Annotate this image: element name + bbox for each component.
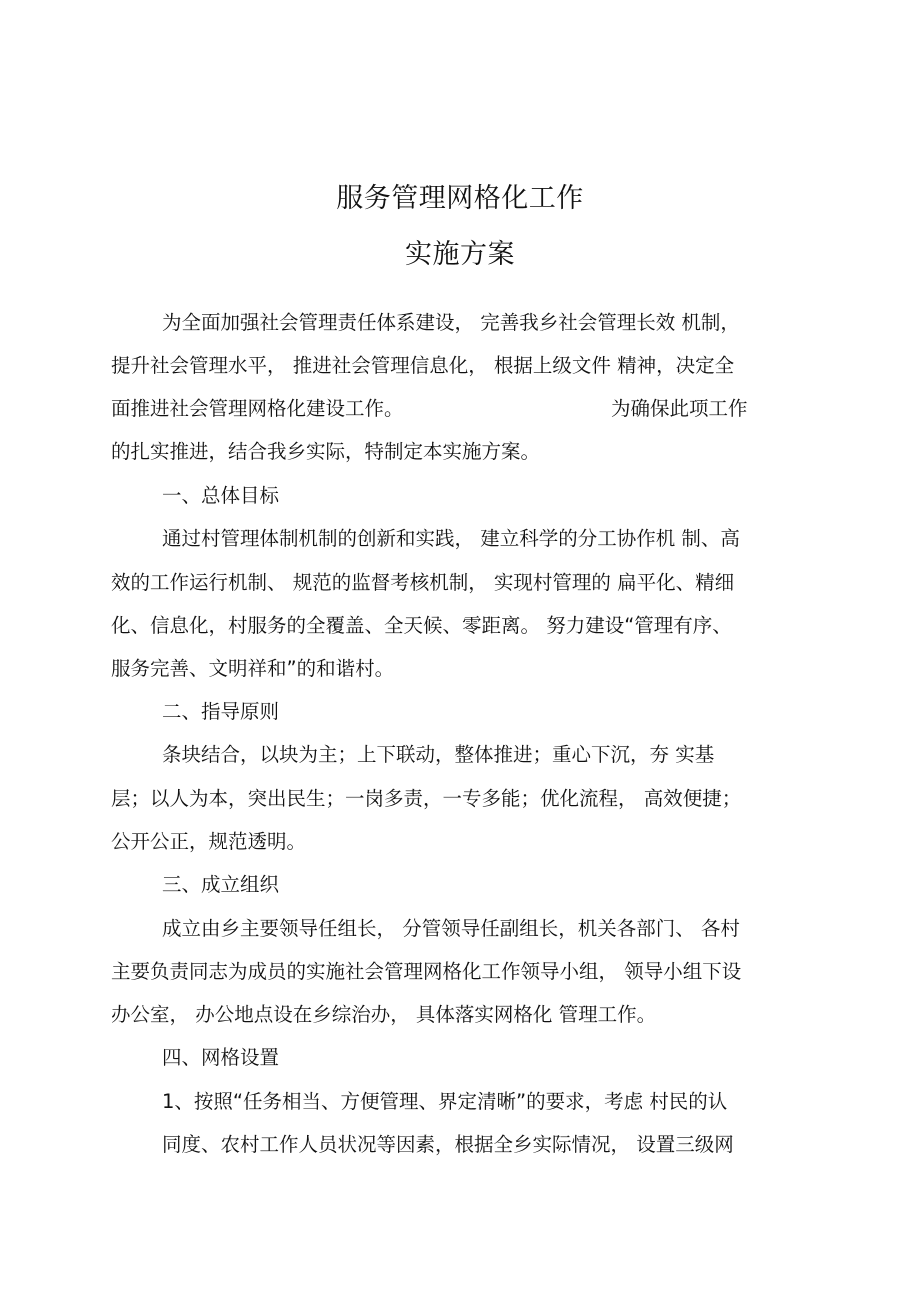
paragraph-line: 条块结合，以块为主；上下联动，整体推进；重心下沉，夯 实基 <box>162 743 715 766</box>
paragraph-line: 办公室， 办公地点设在乡综治办， 具体落实网格化 管理工作。 <box>111 1003 657 1026</box>
paragraph-line: 为确保此项工作 <box>611 397 748 420</box>
paragraph-line: 成立由乡主要领导任组长， 分管领导任副组长，机关各部门、 各村 <box>162 917 740 940</box>
section-heading: 二、指导原则 <box>162 700 280 723</box>
paragraph-line: 提升社会管理水平， 推进社会管理信息化， 根据上级文件 精神，决定全 <box>111 354 735 377</box>
paragraph-line: 面推进社会管理网格化建设工作。 <box>111 397 404 420</box>
paragraph-line: 化、信息化，村服务的全覆盖、全天候、零距离。 努力建设“管理有序、 <box>111 614 732 637</box>
paragraph-line: 为全面加强社会管理责任体系建设， 完善我乡社会管理长效 机制， <box>162 311 740 334</box>
paragraph-line: 同度、农村工作人员状况等因素，根据全乡实际情况， 设置三级网 <box>162 1133 734 1156</box>
section-heading: 一、总体目标 <box>162 484 280 507</box>
paragraph-line: 的扎实推进，结合我乡实际，特制定本实施方案。 <box>111 440 541 463</box>
document-subtitle: 实施方案 <box>405 239 515 270</box>
paragraph-line: 通过村管理体制机制的创新和实践， 建立科学的分工协作机 制、高 <box>162 527 740 550</box>
paragraph-line: 效的工作运行机制、 规范的监督考核机制， 实现村管理的 扁平化、精细 <box>111 571 735 594</box>
section-heading: 三、成立组织 <box>162 873 280 896</box>
paragraph-line: 公开公正，规范透明。 <box>111 830 307 853</box>
paragraph-line: 主要负责同志为成员的实施社会管理网格化工作领导小组， 领导小组下设 <box>111 960 742 983</box>
paragraph-line: 服务完善、文明祥和”的和谐村。 <box>111 657 395 680</box>
paragraph-line: 层；以人为本，突出民生；一岗多责，一专多能；优化流程， 高效便捷； <box>111 787 742 810</box>
paragraph-line: 1、按照“任务相当、方便管理、界定清晰”的要求，考虑 村民的认 <box>162 1090 728 1113</box>
section-heading: 四、网格设置 <box>162 1046 280 1069</box>
document-title: 服务管理网格化工作 <box>336 183 584 214</box>
